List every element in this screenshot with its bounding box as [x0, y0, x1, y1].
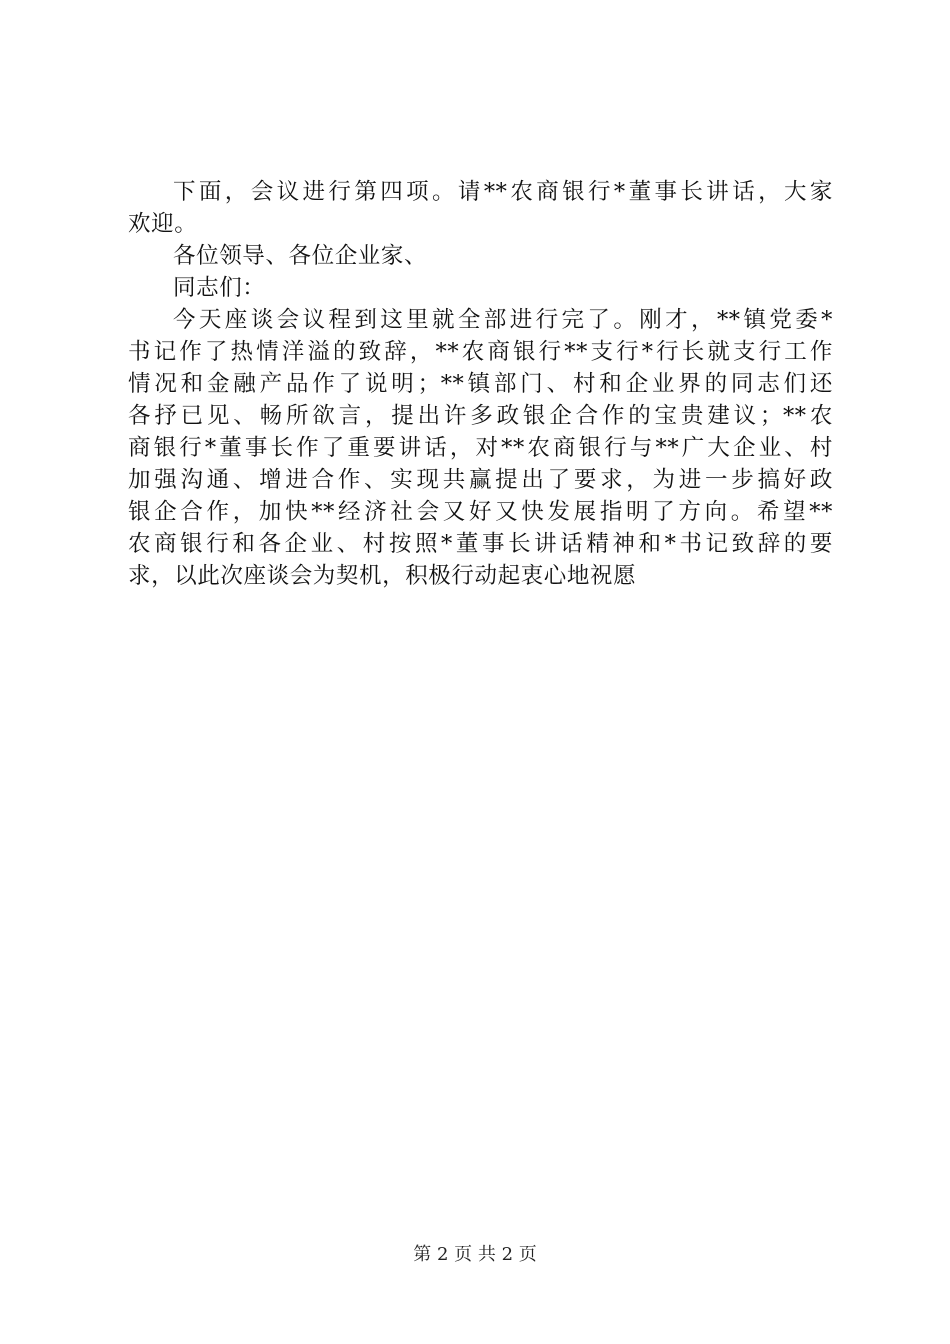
text-line-11: 银企合作，加快**经济社会又好又快发展指明了方向。希望**	[128, 499, 833, 525]
text-line-2: 欢迎。	[128, 211, 198, 237]
document-body	[128, 176, 833, 592]
text-line-7: 情况和金融产品作了说明；**镇部门、村和企业界的同志们还	[128, 371, 833, 397]
text-line-13: 求，以此次座谈会为契机，积极行动起衷心地祝愿	[128, 563, 637, 589]
text-line-12: 农商银行和各企业、村按照*董事长讲话精神和*书记致辞的要	[128, 531, 833, 557]
text-line-10: 加强沟通、增进合作、实现共赢提出了要求，为进一步搞好政	[128, 467, 833, 493]
text-line-1: 下面，会议进行第四项。请**农商银行*董事长讲话，大家	[173, 179, 833, 205]
page-number-footer: 第 2 页 共 2 页	[413, 1244, 537, 1265]
text-line-3: 各位领导、各位企业家、	[173, 243, 428, 269]
text-line-4: 同志们：	[173, 275, 266, 301]
text-line-9: 商银行*董事长作了重要讲话，对**农商银行与**广大企业、村	[128, 435, 833, 461]
text-line-8: 各抒已见、畅所欲言，提出许多政银企合作的宝贵建议；**农	[128, 403, 833, 429]
text-line-6: 书记作了热情洋溢的致辞，**农商银行**支行*行长就支行工作	[128, 339, 833, 365]
text-line-5: 今天座谈会议程到这里就全部进行完了。刚才，**镇党委*	[173, 307, 833, 333]
